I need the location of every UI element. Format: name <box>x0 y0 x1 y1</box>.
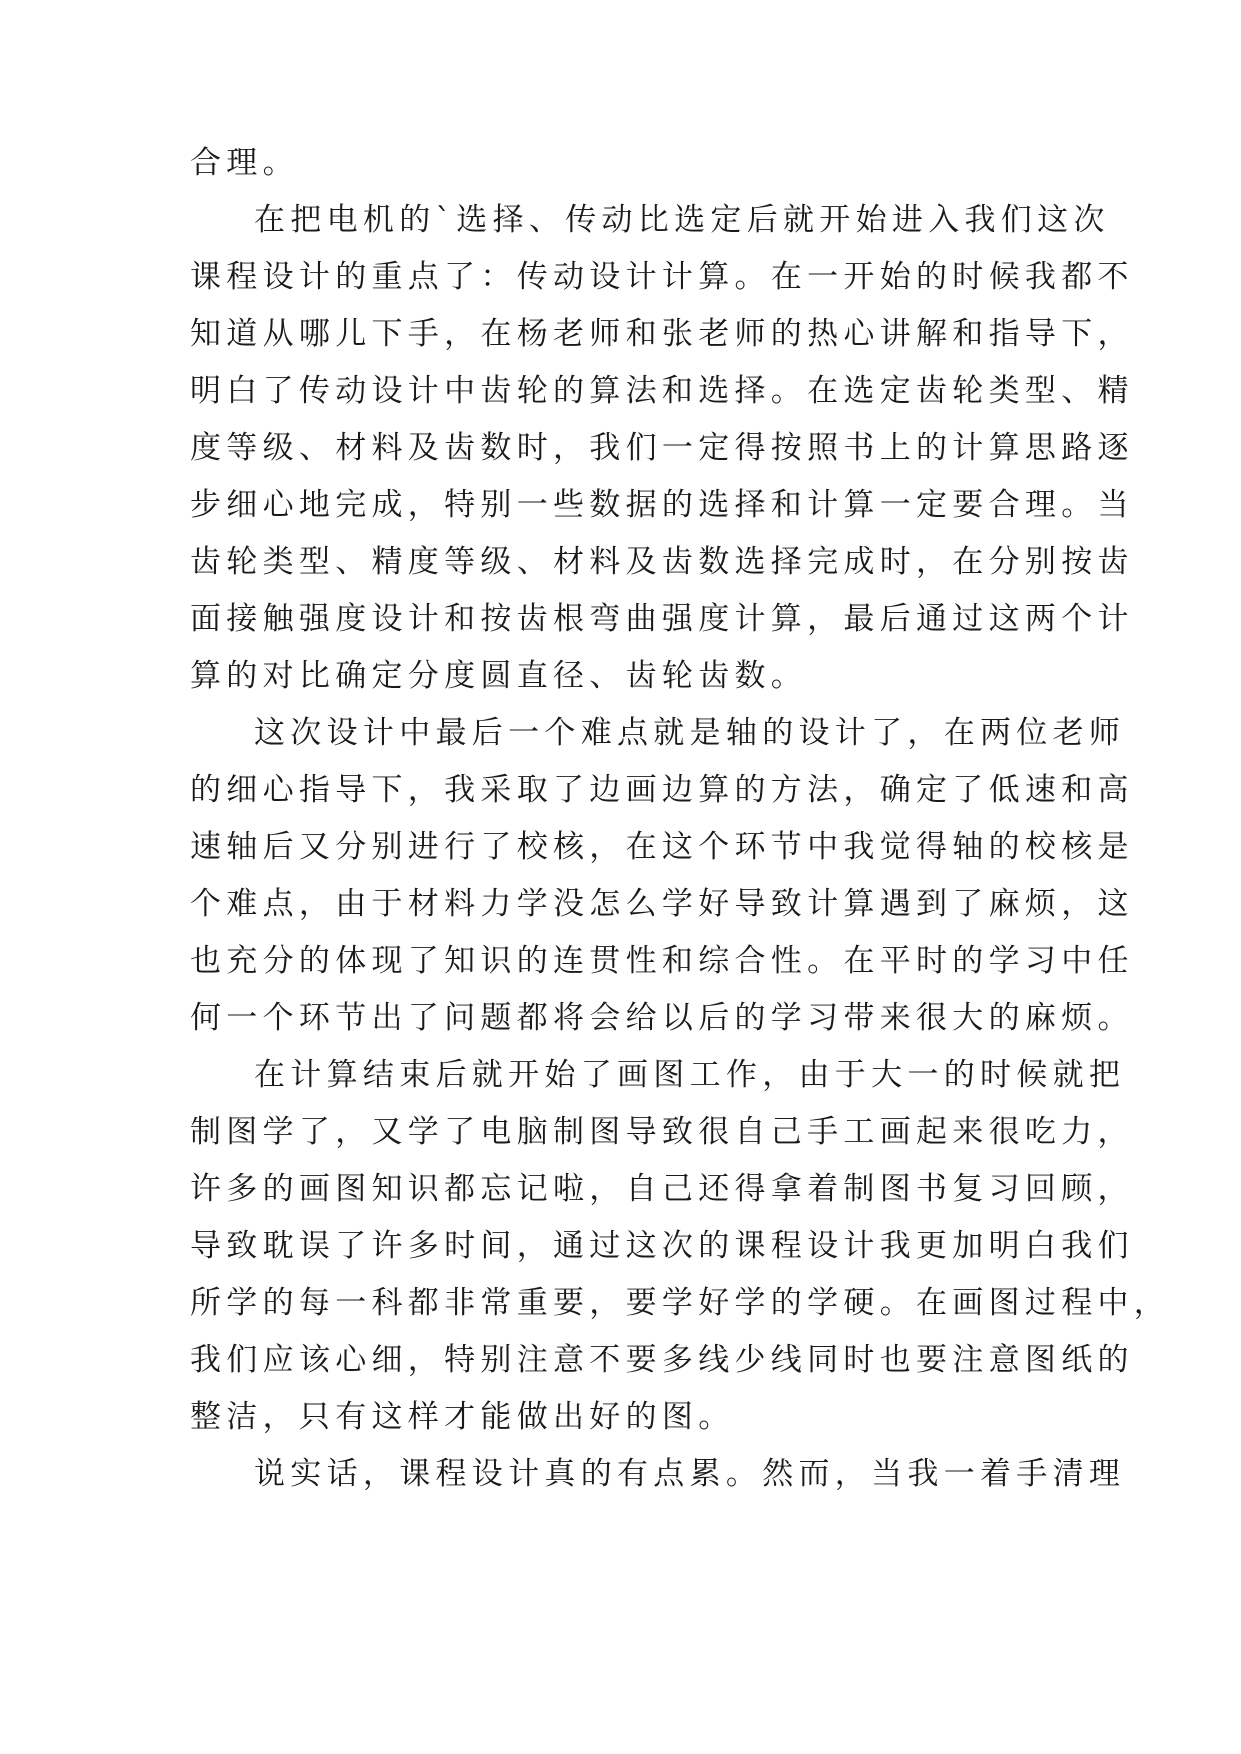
text-line: 步细心地完成，特别一些数据的选择和计算一定要合理。当 <box>190 487 1134 523</box>
paragraph-first-line: 在把电机的`选择、传动比选定后就开始进入我们这次 <box>254 202 1110 238</box>
text-line: 度等级、材料及齿数时，我们一定得按照书上的计算思路逐 <box>190 430 1134 466</box>
text-line: 齿轮类型、精度等级、材料及齿数选择完成时，在分别按齿 <box>190 544 1134 580</box>
text-line: 所学的每一科都非常重要，要学好学的学硬。在画图过程中， <box>190 1285 1171 1321</box>
text-line: 面接触强度设计和按齿根弯曲强度计算，最后通过这两个计 <box>190 601 1134 637</box>
text-line: 整洁，只有这样才能做出好的图。 <box>190 1399 735 1435</box>
text-line: 许多的画图知识都忘记啦，自己还得拿着制图书复习回顾， <box>190 1171 1134 1207</box>
text-line: 导致耽误了许多时间，通过这次的课程设计我更加明白我们 <box>190 1228 1134 1264</box>
text-line: 合理。 <box>190 145 299 181</box>
text-line: 何一个环节出了问题都将会给以后的学习带来很大的麻烦。 <box>190 1000 1134 1036</box>
paragraph-first-line: 这次设计中最后一个难点就是轴的设计了，在两位老师 <box>254 715 1126 751</box>
text-line: 明白了传动设计中齿轮的算法和选择。在选定齿轮类型、精 <box>190 373 1134 409</box>
text-line: 知道从哪儿下手，在杨老师和张老师的热心讲解和指导下， <box>190 316 1134 352</box>
paragraph-first-line: 在计算结束后就开始了画图工作，由于大一的时候就把 <box>254 1057 1126 1093</box>
text-line: 课程设计的重点了：传动设计计算。在一开始的时候我都不 <box>190 259 1134 295</box>
paragraph-first-line: 说实话，课程设计真的有点累。然而，当我一着手清理 <box>254 1456 1126 1492</box>
text-line: 也充分的体现了知识的连贯性和综合性。在平时的学习中任 <box>190 943 1134 979</box>
text-line: 个难点，由于材料力学没怎么学好导致计算遇到了麻烦，这 <box>190 886 1134 922</box>
text-line: 速轴后又分别进行了校核，在这个环节中我觉得轴的校核是 <box>190 829 1134 865</box>
text-line: 我们应该心细，特别注意不要多线少线同时也要注意图纸的 <box>190 1342 1134 1378</box>
text-line: 算的对比确定分度圆直径、齿轮齿数。 <box>190 658 808 694</box>
text-line: 的细心指导下，我采取了边画边算的方法，确定了低速和高 <box>190 772 1134 808</box>
text-line: 制图学了，又学了电脑制图导致很自己手工画起来很吃力， <box>190 1114 1134 1150</box>
